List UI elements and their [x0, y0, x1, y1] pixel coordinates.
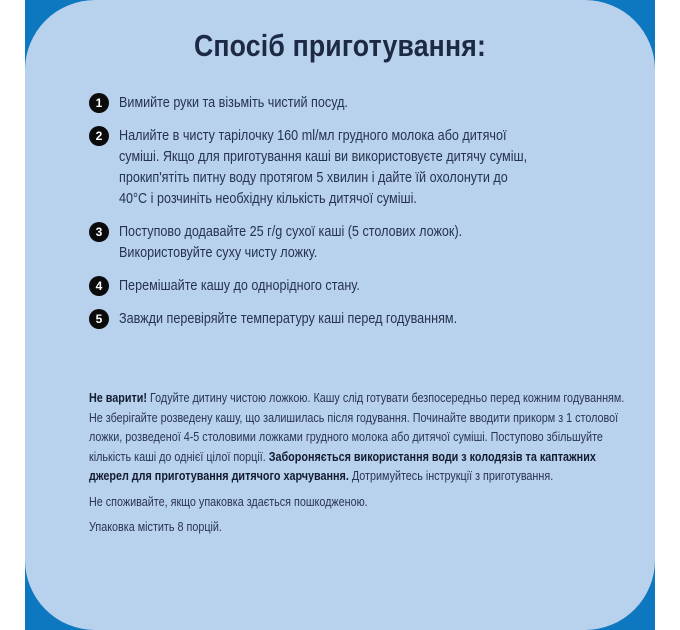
step-number-badge: 3: [89, 222, 109, 242]
damaged-package-note: Не споживайте, якщо упаковка здається пошкодженою.: [89, 493, 368, 509]
page-title: Спосіб приготування:: [193, 28, 487, 63]
step-text: Перемішайте кашу до однорідного стану.: [119, 277, 360, 294]
portions-note: Упаковка містить 8 порцій.: [89, 519, 222, 534]
step-4: [89, 275, 609, 296]
step-text: Поступово додавайте 25 г/g сухої каші (5 столових ложок). Використовуйте суху чисту ложку.: [119, 223, 463, 261]
step-text: Вимийте руки та візьміть чистий посуд.: [119, 94, 348, 111]
step-number-badge: 5: [89, 309, 109, 329]
step-number-badge: 2: [89, 126, 109, 146]
follow-instructions-text: Дотримуйтесь інструкції з приготування.: [348, 468, 554, 483]
step-text: Завжди перевіряйте температуру каші перед годуванням.: [119, 310, 458, 327]
preparation-steps: [89, 92, 609, 341]
prohibition-bold: Забороняється використання води з колодязів та каптажних джерел для приготування дитячого харчування.: [89, 448, 596, 483]
step-3: [89, 221, 609, 263]
step-5: [89, 308, 609, 329]
warning-bold: Не варити!: [89, 390, 148, 405]
notes-section: [89, 388, 629, 543]
warning-text: Годуйте дитину чистою ложкою. Кашу слід готувати безпосередньо перед кожним годуванням. Не зберігайте розведену кашу, що залишилась після годування. Починайте вводити прикорм з 1 столової ложки, розведеної 4-5 столовими ложками грудного молока або дитячої суміші. Поступово збільшуйте кількість каші до однієї цілої порції.: [89, 390, 625, 464]
warning-paragraph: [89, 388, 629, 486]
step-1: [89, 92, 609, 113]
step-number-badge: 1: [89, 93, 109, 113]
step-2: [89, 125, 609, 209]
step-number-badge: 4: [89, 276, 109, 296]
step-text: Налийте в чисту тарілочку 160 ml/мл грудного молока або дитячої суміші. Якщо для приготування каші ви використовуєте дитячу суміш, прокип'ятіть питну воду протягом 5 хвилин і дайте їй охолонути до 40°C і розчиніть необхідну кількість дитячої суміші.: [119, 127, 528, 207]
